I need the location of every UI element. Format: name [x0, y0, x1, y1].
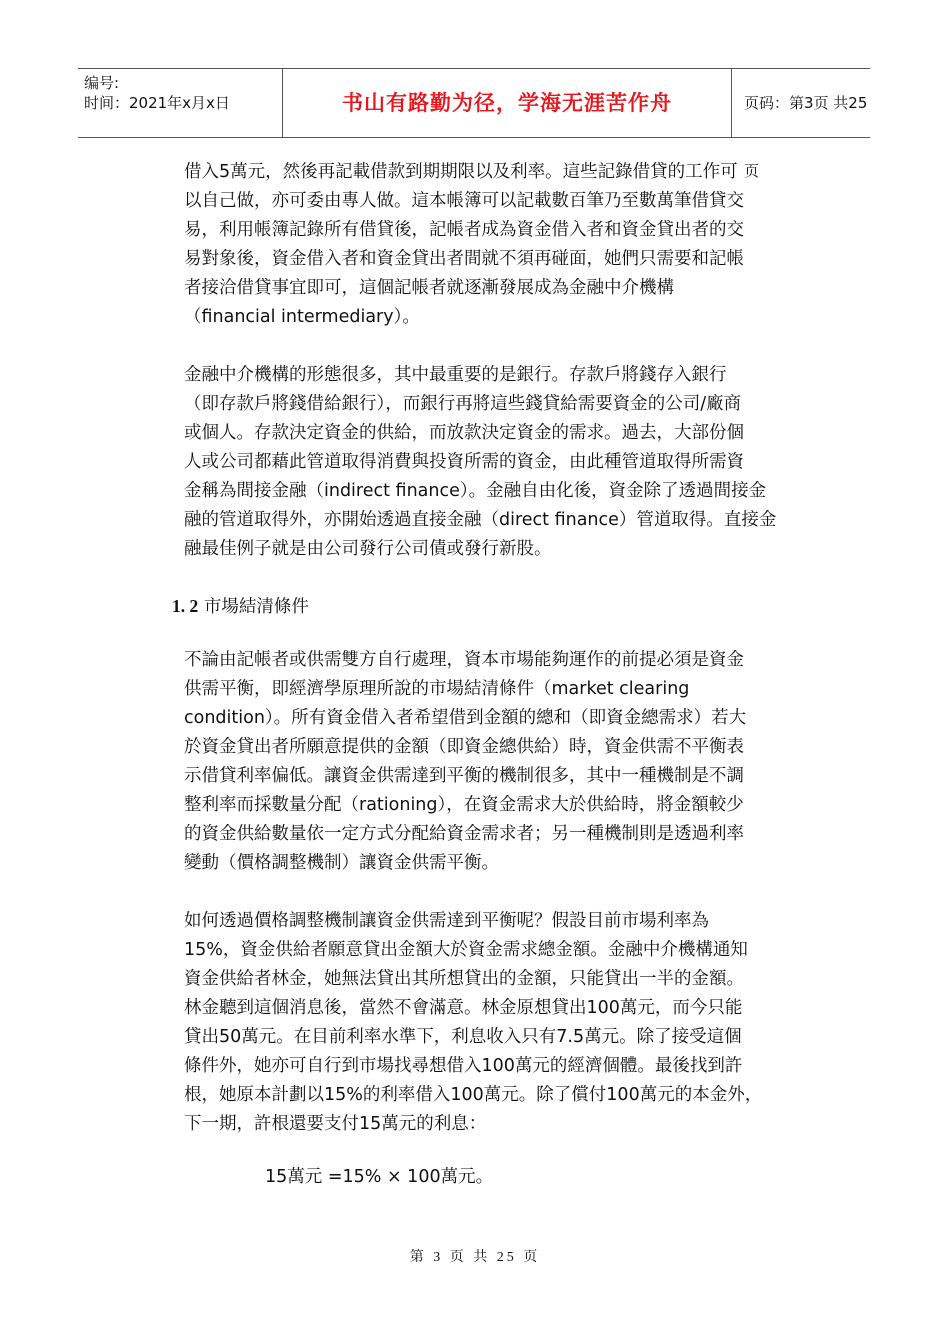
- text-line: 不論由記帳者或供需雙方自行處理，資本市場能夠運作的前提必須是資金: [184, 650, 744, 670]
- text-line: 借入5萬元，然後再記載借款到期期限以及利率。這些記錄借貸的工作可: [184, 162, 738, 182]
- text-line: 金融中介機構的形態很多，其中最重要的是銀行。存款戶將錢存入銀行: [184, 365, 727, 385]
- text-line: 根，她原本計劃以15%的利率借入100萬元。除了償付100萬元的本金外，: [184, 1085, 763, 1105]
- text-line: 下一期，許根還要支付15萬元的利息：: [184, 1114, 487, 1134]
- text-line: （financial intermediary）。: [184, 307, 420, 327]
- number-label: 编号:: [84, 74, 120, 92]
- heading-title: 市場結清條件: [203, 597, 309, 617]
- text-line: 易，利用帳簿記錄所有借貸後，記帳者成為資金借入者和資金貸出者的交: [184, 220, 744, 240]
- text-line: 15%，資金供給者願意貸出金額大於資金需求總金額。金融中介機構通知: [184, 940, 748, 960]
- text-line: condition）。所有資金借入者希望借到金額的總和（即資金總需求）若大: [184, 708, 747, 728]
- text-line: 示借貸利率偏低。讓資金供需達到平衡的機制很多，其中一種機制是不調: [184, 766, 744, 786]
- text-line: 整利率而採數量分配（rationing），在資金需求大於供給時，將金額較少: [184, 795, 744, 815]
- heading-number: 1. 2: [172, 596, 199, 616]
- time-label: 时间：2021年x月x日: [84, 94, 230, 112]
- page-footer: 第 3 页 共 25 页: [409, 1250, 541, 1265]
- text-line: 人或公司都藉此管道取得消費與投資所需的資金，由此種管道取得所需資: [184, 452, 744, 472]
- header-slogan: 书山有路勤为径，学海无涯苦作舟: [282, 69, 732, 137]
- section1-content: [184, 158, 824, 564]
- text-line: 條件外，她亦可自行到市場找尋想借入100萬元的經濟個體。最後找到許: [184, 1056, 743, 1076]
- text-line: 貸出50萬元。在目前利率水準下，利息收入只有7.5萬元。除了接受這個: [184, 1027, 742, 1047]
- text-line: 林金聽到這個消息後，當然不會滿意。林金原想貸出100萬元，而今只能: [184, 998, 743, 1018]
- header-meta: [78, 69, 282, 137]
- section2-content: [184, 646, 824, 1139]
- text-line: 變動（價格調整機制）讓資金供需平衡。: [184, 853, 499, 873]
- text-line: 資金供給者林金，她無法貸出其所想貸出的金額，只能貸出一半的金額。: [184, 969, 744, 989]
- header-page-label: 页码：第3页 共25页: [744, 94, 868, 180]
- text-line: 易對象後，資金借入者和資金貸出者間就不須再碰面，她們只需要和記帳: [184, 249, 744, 269]
- text-line: 融的管道取得外，亦開始透過直接金融（direct finance）管道取得。直接金: [184, 510, 777, 530]
- section-heading: [172, 592, 309, 622]
- text-line: 供需平衡，即經濟學原理所說的市場結清條件（market clearing: [184, 679, 690, 699]
- text-line: 的資金供給數量依一定方式分配給資金需求者；另一種機制則是透過利率: [184, 824, 744, 844]
- formula: 15萬元 =15% × 100萬元。: [265, 1167, 494, 1187]
- text-line: 以自己做，亦可委由專人做。這本帳簿可以記載數百筆乃至數萬筆借貸交: [184, 191, 744, 211]
- text-line: 金稱為間接金融（indirect finance）。金融自由化後，資金除了透過間接金: [184, 481, 767, 501]
- text-line: （即存款戶將錢借給銀行），而銀行再將這些錢貸給需要資金的公司/廠商: [184, 394, 742, 414]
- text-line: 如何透過價格調整機制讓資金供需達到平衡呢？假設目前市場利率為: [184, 911, 709, 931]
- text-line: 融最佳例子就是由公司發行公司債或發行新股。: [184, 539, 552, 559]
- text-line: 或個人。存款決定資金的供給，而放款決定資金的需求。過去，大部份個: [184, 423, 744, 443]
- text-line: 於資金貸出者所願意提供的金額（即資金總供給）時，資金供需不平衡表: [184, 737, 744, 757]
- text-line: 者接洽借貸事宜即可，這個記帳者就逐漸發展成為金融中介機構: [184, 278, 674, 298]
